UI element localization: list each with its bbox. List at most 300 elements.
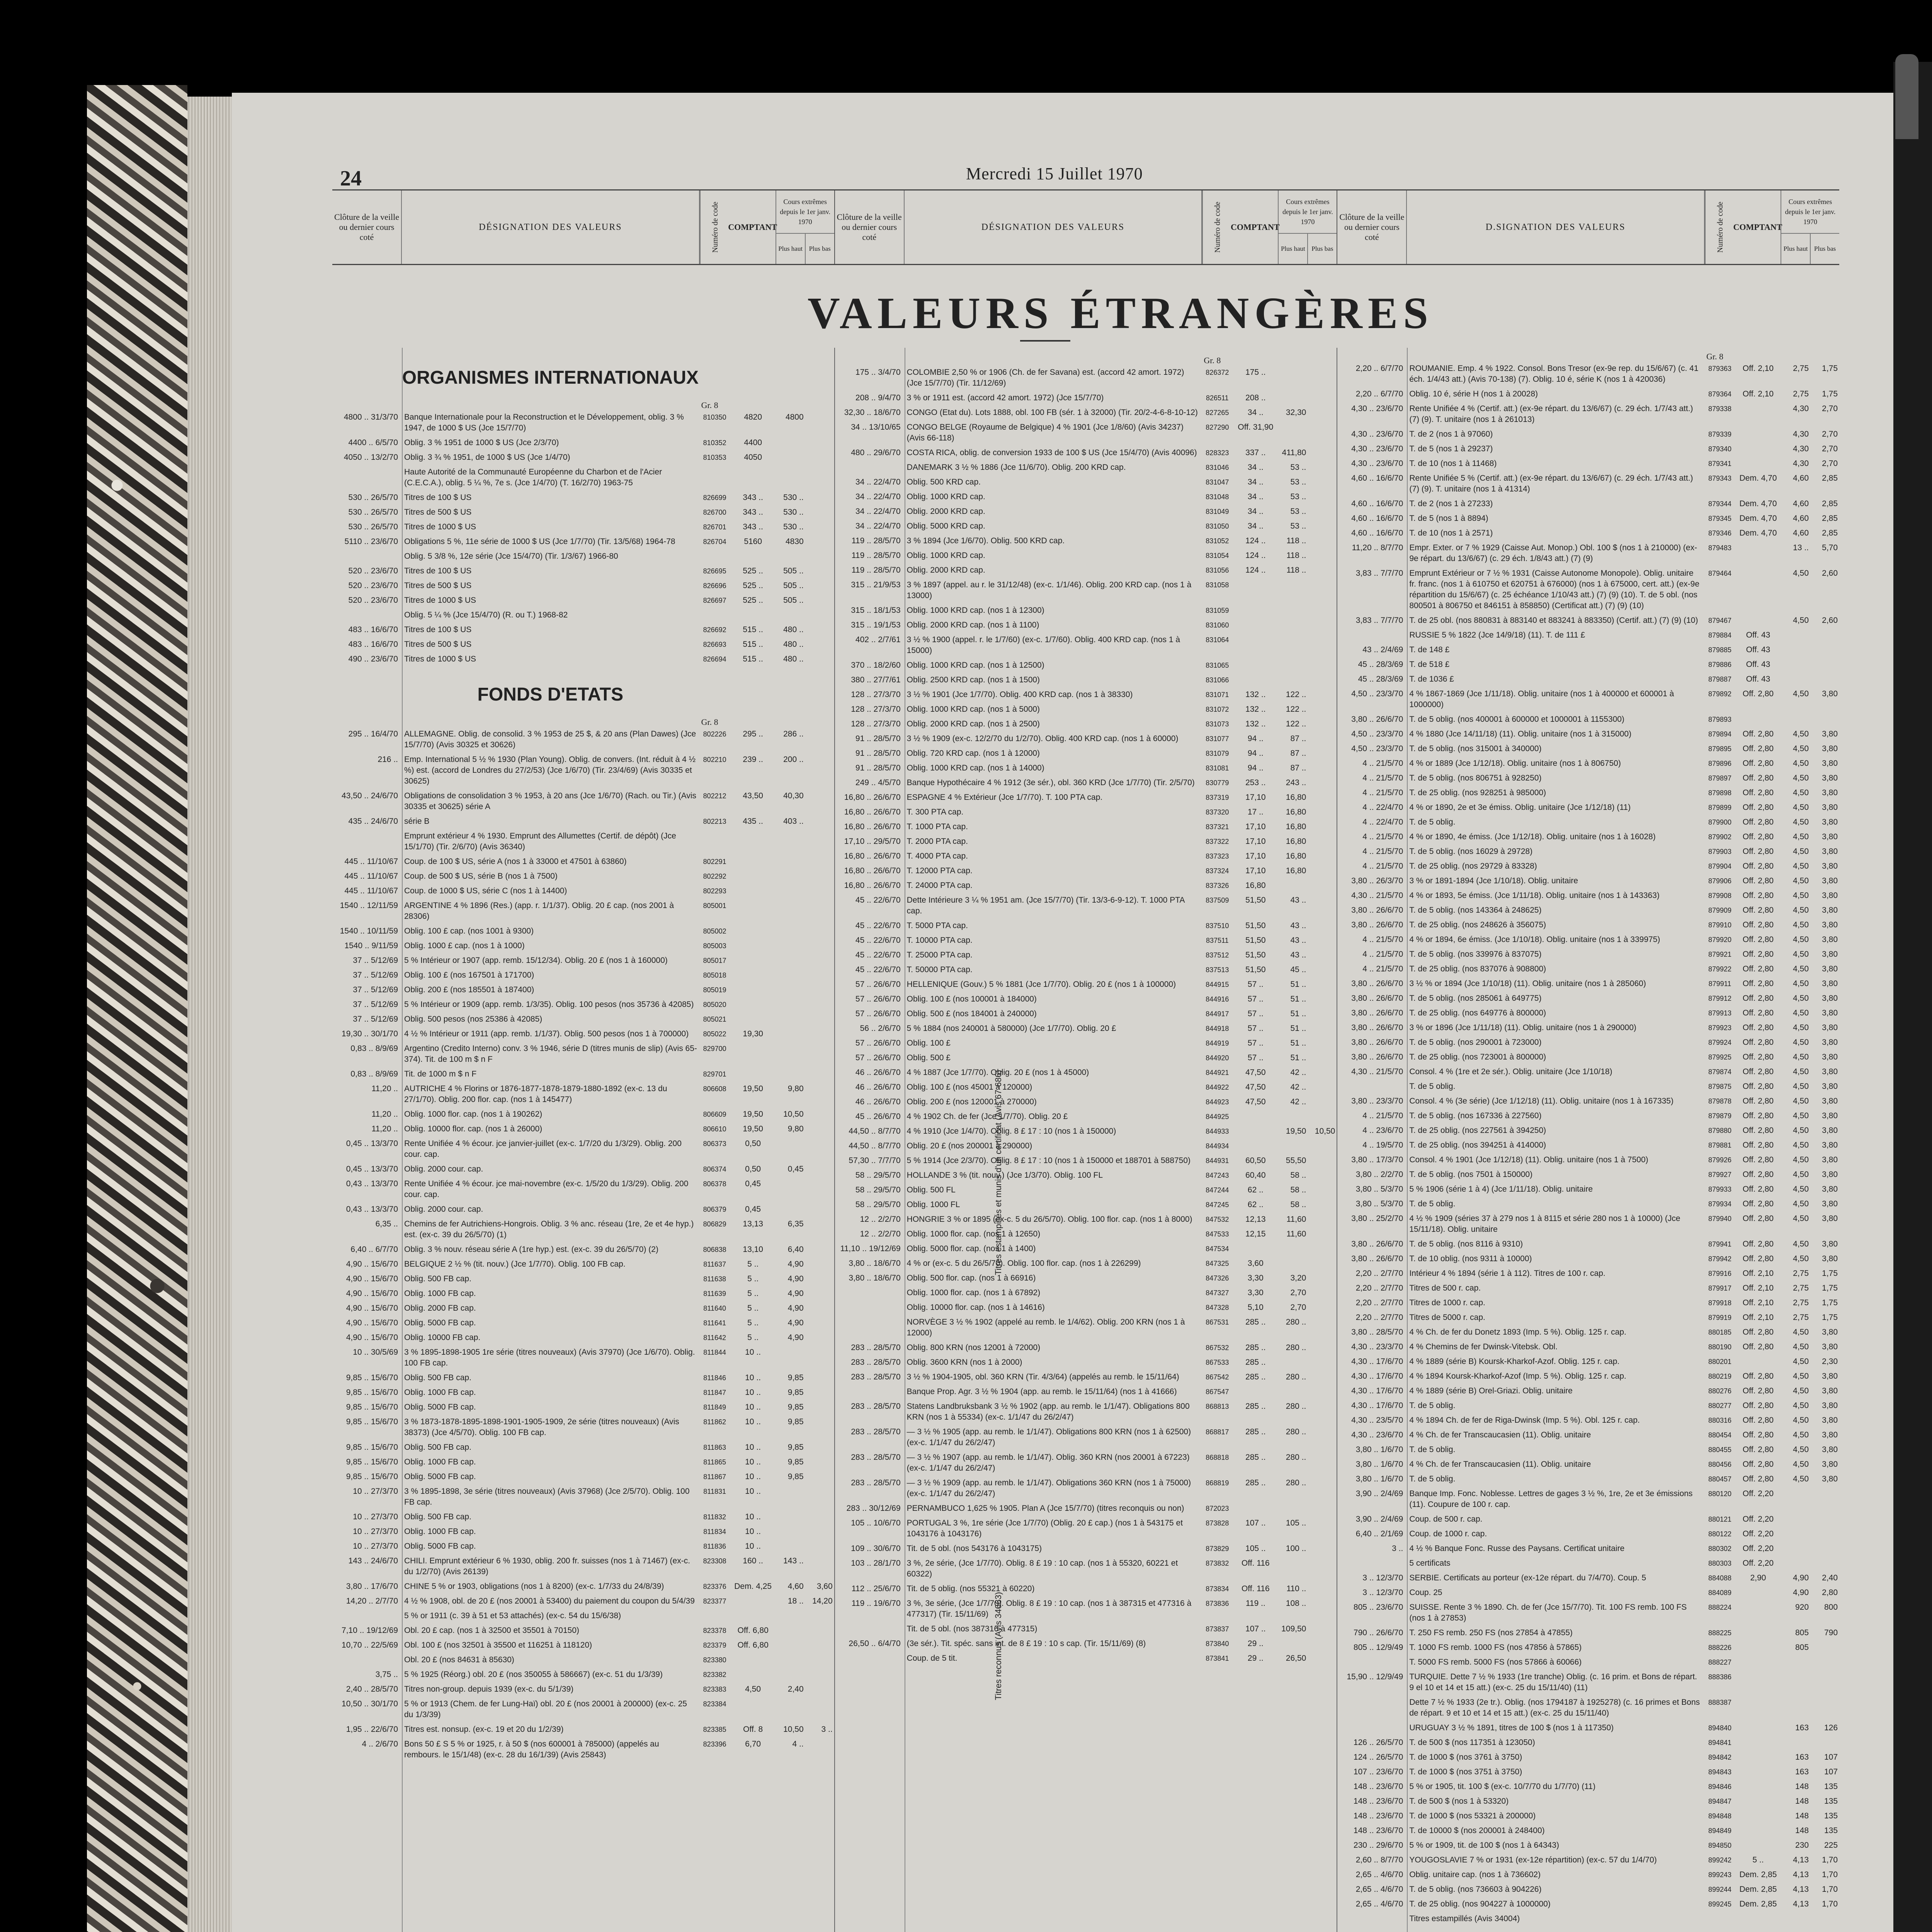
high-price — [1279, 422, 1308, 444]
comptant-price: Off. 2,80 — [1742, 1445, 1774, 1454]
closing-price: 3,80 .. 26/6/70 — [1351, 1009, 1403, 1017]
designation: Oblig. 1000 FB cap. — [404, 1527, 476, 1536]
closing-price: 148 .. 23/6/70 — [1353, 1797, 1403, 1806]
comptant-price: 34 .. — [1247, 492, 1264, 501]
listing-row — [835, 836, 1337, 847]
comptant-price — [1735, 1781, 1781, 1792]
closing-price: 4,50 .. 23/3/70 — [1351, 689, 1403, 698]
comptant-price — [730, 871, 776, 882]
designation: Oblig. 10 é, série H (nos 1 à 20028) — [1409, 389, 1538, 398]
comptant-price — [730, 856, 776, 867]
listing-row — [1337, 1415, 1839, 1426]
main-title: VALEURS ÉTRANGÈRES — [808, 289, 1434, 338]
comptant-price: 515 .. — [743, 640, 763, 649]
comptant-price — [1735, 1587, 1781, 1598]
closing-price — [835, 1317, 905, 1338]
designation: T. de 2 (nos 1 à 27233) — [1409, 499, 1493, 508]
code-number: 879925 — [1708, 1053, 1732, 1061]
low-price: 3,80 — [1822, 1430, 1838, 1439]
listing-row — [1337, 832, 1839, 842]
low-price: 1,75 — [1822, 364, 1838, 373]
closing-price: 483 .. 16/6/70 — [348, 625, 398, 634]
listing-row — [332, 467, 834, 488]
listing-row — [332, 1372, 834, 1383]
high-price: 9,85 — [787, 1373, 804, 1382]
high-price: 4,13 — [1793, 1885, 1809, 1894]
high-price: 4,50 — [1793, 1141, 1809, 1150]
listing-row — [332, 1699, 834, 1720]
code-number: 847243 — [1206, 1172, 1229, 1179]
low-price — [805, 1083, 834, 1105]
designation: Oblig. 2000 cour. cap. — [404, 1205, 483, 1214]
designation: Banque Hypothécaire 4 % 1912 (3e sér.), obl. 360 KRD (Jce 1/7/70) (Tir. 2/5/70) — [906, 778, 1195, 787]
designation: Coup. de 500 $ US, série B (nos 1 à 7500) — [404, 872, 558, 881]
code-number: 811846 — [703, 1374, 726, 1382]
code-number: 823379 — [703, 1641, 726, 1649]
low-price — [1308, 994, 1337, 1005]
designation: T. de 10000 $ (nos 200001 à 248400) — [1409, 1826, 1545, 1835]
header-plus-haut: Plus haut — [1781, 234, 1811, 264]
code-number: 867533 — [1206, 1359, 1229, 1366]
low-price: 3,80 — [1822, 730, 1838, 738]
closing-price: 3 .. 12/3/70 — [1362, 1573, 1403, 1582]
designation: 4 % 1880 (Jce 14/11/18) (11). Oblig. unitaire (nos 1 à 315000) — [1409, 730, 1632, 738]
closing-price: 0,45 .. 13/3/70 — [346, 1139, 398, 1148]
closing-price: 9,85 .. 15/6/70 — [346, 1373, 398, 1382]
code-number: 826699 — [703, 494, 726, 502]
comptant-price: Off. 2,80 — [1742, 1126, 1774, 1135]
closing-price: 4 .. 21/5/70 — [1362, 1111, 1403, 1120]
code-number: 879881 — [1708, 1141, 1732, 1149]
closing-price: 3,80 .. 1/6/70 — [1355, 1445, 1403, 1454]
low-price: 3,80 — [1822, 1372, 1838, 1381]
low-price: 135 — [1824, 1797, 1838, 1806]
high-price: 4,50 — [1793, 1053, 1809, 1061]
code-number: 805022 — [703, 1030, 726, 1038]
low-price — [805, 1684, 834, 1695]
code-number: 823376 — [703, 1583, 726, 1590]
listing-row — [835, 1543, 1337, 1554]
code-number: 811640 — [703, 1304, 726, 1312]
closing-price: 46 .. 26/6/70 — [855, 1083, 901, 1092]
closing-price: 128 .. 27/3/70 — [851, 690, 901, 699]
code-number: 879899 — [1708, 804, 1732, 811]
high-price — [776, 886, 805, 896]
listing-row — [332, 536, 834, 547]
closing-price: 4 .. 21/5/70 — [1362, 935, 1403, 944]
designation: T. de 5 oblig. (nos 16029 à 29728) — [1409, 847, 1533, 856]
designation: Coup. 25 — [1409, 1588, 1442, 1597]
closing-price: 57 .. 26/6/70 — [855, 995, 901, 1003]
listing-row — [332, 816, 834, 827]
closing-price: 4 .. 22/4/70 — [1362, 803, 1403, 812]
low-price — [1308, 1038, 1337, 1049]
comptant-price: 3,30 — [1247, 1288, 1264, 1297]
comptant-price — [1232, 1111, 1279, 1122]
comptant-price: 435 .. — [743, 817, 763, 826]
designation: Chemins de fer Autrichiens-Hongrois. Oblig. 3 % anc. réseau (1re, 2e et 4e hyp.) est. (ex-c. 39 du 26/5/70) (1) — [404, 1219, 694, 1239]
closing-price: 105 .. 10/6/70 — [851, 1519, 901, 1527]
comptant-price: 10 .. — [745, 1472, 761, 1481]
low-price: 3,80 — [1822, 994, 1838, 1003]
header-band-3 — [1337, 190, 1839, 264]
code-number: 879918 — [1708, 1299, 1732, 1307]
closing-price: 16,80 .. 26/6/70 — [844, 852, 901, 861]
closing-price: 91 .. 28/5/70 — [855, 764, 901, 772]
comptant-price: 57 .. — [1247, 980, 1264, 989]
closing-price: 57 .. 26/6/70 — [855, 1053, 901, 1062]
low-price: 3,80 — [1822, 906, 1838, 915]
code-number: 806838 — [703, 1246, 726, 1253]
low-price — [805, 791, 834, 812]
comptant-price: 10 .. — [745, 1403, 761, 1412]
low-price — [805, 1138, 834, 1160]
comptant-price: 515 .. — [743, 625, 763, 634]
high-price: 403 .. — [783, 817, 804, 826]
comptant-price: 285 .. — [1245, 1358, 1266, 1367]
comptant-price: 62 .. — [1247, 1185, 1264, 1194]
closing-price: 2,20 .. 2/7/70 — [1355, 1269, 1403, 1278]
closing-price — [332, 1611, 402, 1621]
code-number: 879902 — [1708, 833, 1732, 841]
high-price: 4,50 — [1793, 862, 1809, 871]
code-number: 831066 — [1206, 676, 1229, 684]
low-price — [1308, 1583, 1337, 1594]
code-number: 880457 — [1708, 1475, 1732, 1483]
high-price — [1279, 1638, 1308, 1649]
high-price: 200 .. — [783, 755, 804, 764]
code-number: 879941 — [1708, 1240, 1732, 1248]
high-price: 480 .. — [783, 640, 804, 649]
code-number: 879885 — [1708, 646, 1732, 654]
group-label: Gr. 8 — [701, 400, 718, 410]
designation: 3 ½ % 1900 (appel. r. le 1/7/60) (ex-c. 1/7/60). Oblig. 400 KRD cap. (nos 1 à 15000) — [906, 635, 1180, 655]
comptant-price: 5 .. — [747, 1274, 759, 1283]
listing-row — [332, 1138, 834, 1160]
closing-price: 445 .. 11/10/67 — [344, 857, 398, 866]
low-price: 3,80 — [1822, 964, 1838, 973]
high-price: 6,35 — [787, 1219, 804, 1228]
closing-price: 790 .. 26/6/70 — [1353, 1628, 1403, 1637]
low-price: 135 — [1824, 1782, 1838, 1791]
listing-row — [835, 1126, 1337, 1137]
comptant-price: Off. 43 — [1746, 660, 1770, 669]
comptant-price: 10 .. — [745, 1388, 761, 1397]
high-price: 411,80 — [1282, 448, 1306, 457]
low-price: 1,70 — [1822, 1885, 1838, 1894]
designation: T. de 518 £ — [1409, 660, 1450, 669]
listing-row — [1337, 802, 1839, 813]
low-price: 3,80 — [1822, 1185, 1838, 1194]
low-price — [1810, 1642, 1839, 1653]
designation: ARGENTINE 4 % 1896 (Res.) (app. r. 1/1/37). Oblig. 20 £ cap. (nos 2001 à 28306) — [404, 901, 674, 921]
closing-price: 2,65 .. 4/6/70 — [1355, 1885, 1403, 1894]
high-price: 45 .. — [1290, 965, 1306, 974]
comptant-price: Off. 2,80 — [1742, 1430, 1774, 1439]
closing-price: 4 .. 23/6/70 — [1362, 1126, 1403, 1135]
listing-row — [835, 1558, 1337, 1580]
designation: 4 % 1887 (Jce 1/7/70). Oblig. 20 £ (nos 1 à 45000) — [906, 1068, 1089, 1077]
designation: 4 % 1889 (série B) Orel-Griazi. Oblig. unitaire — [1409, 1386, 1573, 1395]
code-number: 879934 — [1708, 1200, 1732, 1208]
high-price: 4,50 — [1793, 847, 1809, 856]
low-price — [1308, 393, 1337, 403]
code-number: 879919 — [1708, 1314, 1732, 1321]
code-number: 844920 — [1206, 1054, 1229, 1062]
closing-price: 315 .. 21/9/53 — [851, 580, 901, 589]
code-number: 873828 — [1206, 1519, 1229, 1527]
high-price: 58 .. — [1290, 1200, 1306, 1209]
closing-price: 520 .. 23/6/70 — [348, 596, 398, 605]
listing-row — [332, 1512, 834, 1522]
listing-row — [1337, 1737, 1839, 1748]
designation: ALLEMAGNE. Oblig. de consolid. 3 % 1953 de 25 $, & 20 ans (Plan Dawes) (Jce 15/7/70) (Avis 30325 et 30626) — [404, 730, 696, 749]
closing-price: 58 .. 29/5/70 — [855, 1185, 901, 1194]
low-price: 3,80 — [1822, 832, 1838, 841]
listing-row — [1337, 429, 1839, 440]
low-price — [805, 437, 834, 448]
designation: Tit. de 1000 m $ n F — [404, 1070, 477, 1078]
side-label-reconnus: Titres reconnus (Avis 34663) — [993, 1592, 1003, 1700]
closing-price: 91 .. 28/5/70 — [855, 734, 901, 743]
designation: T. de 25 oblig. (nos 649776 à 800000) — [1409, 1009, 1546, 1017]
listing-row — [835, 1583, 1337, 1594]
closing-price — [1337, 1697, 1407, 1719]
designation: T. 250 FS remb. 250 FS (nos 27854 à 47855) — [1409, 1628, 1573, 1637]
code-number: 879483 — [1708, 544, 1732, 552]
comptant-price: 57 .. — [1247, 995, 1264, 1003]
header-comptant: COMPTANT — [1735, 190, 1781, 264]
code-number: 826700 — [703, 509, 726, 516]
closing-price: 3,80 .. 1/6/70 — [1355, 1475, 1403, 1483]
closing-price: 3,80 .. 26/3/70 — [1351, 876, 1403, 885]
high-price — [776, 1512, 805, 1522]
closing-price: 4,30 .. 23/6/70 — [1351, 459, 1403, 468]
designation: Oblig. 100 £ cap. (nos 1001 à 9300) — [404, 927, 534, 935]
low-price — [805, 1109, 834, 1120]
low-price — [1308, 964, 1337, 975]
header-plus-bas: Plus bas — [809, 245, 831, 252]
code-number: 806609 — [703, 1111, 726, 1118]
listing-row — [835, 1386, 1337, 1397]
designation: T. de 10 (nos 1 à 11468) — [1409, 459, 1497, 468]
designation: Rente Unifiée 4 % écour. jce janvier-juillet (ex-c. 1/7/20 du 1/3/29). Oblig. 200 cour. cap. — [404, 1139, 682, 1159]
closing-price: 0,43 .. 13/3/70 — [346, 1179, 398, 1188]
high-price: 4,50 — [1793, 1401, 1809, 1410]
high-price — [1279, 880, 1308, 891]
comptant-price: Off. 2,10 — [1742, 1284, 1774, 1293]
low-price: 1,70 — [1822, 1900, 1838, 1908]
listing-row — [835, 935, 1337, 946]
closing-price: 4,60 .. 16/6/70 — [1351, 514, 1403, 523]
high-price: 505 .. — [783, 596, 804, 605]
code-number: 879343 — [1708, 474, 1732, 482]
low-price — [805, 985, 834, 995]
comptant-price: 285 .. — [1245, 1343, 1266, 1352]
designation: T. de 1000 $ (nos 3751 à 3750) — [1409, 1767, 1522, 1776]
header-plus-bas: Plus bas — [1311, 245, 1333, 252]
code-number: 880455 — [1708, 1446, 1732, 1454]
closing-price: 3,80 .. 18/6/70 — [849, 1259, 901, 1268]
high-price: 4,50 — [1793, 616, 1809, 625]
listing-row — [1337, 934, 1839, 945]
listing-row — [835, 634, 1337, 656]
designation: Obligations 5 %, 11e série de 1000 $ US (Jce 1/7/70) (Tir. 13/5/68) 1964-78 — [404, 537, 675, 546]
high-price: 2,70 — [1290, 1303, 1306, 1312]
code-number: 826694 — [703, 655, 726, 663]
code-number: 823385 — [703, 1726, 726, 1733]
closing-price: 45 .. 28/3/69 — [1358, 675, 1403, 684]
high-price — [1781, 674, 1810, 685]
designation: Oblig. 2000 KRD cap. — [906, 566, 985, 575]
listing-row — [835, 689, 1337, 700]
header-code: Numéro de code — [700, 190, 730, 264]
column-headers — [332, 189, 1839, 265]
listing-row — [332, 1288, 834, 1299]
code-number: 879363 — [1708, 365, 1732, 372]
closing-price: 34 .. 13/10/65 — [851, 423, 901, 432]
designation: 3 %, 3e série, (Jce 1/7/70). Oblig. 8 £ 19 : 10 cap. (nos 1 à 387315 et 477316 à 477317) (Tir. 15/11/69) — [906, 1599, 1192, 1619]
low-price — [1308, 675, 1337, 685]
listing-row — [1337, 1213, 1839, 1235]
listing-row — [1337, 1356, 1839, 1367]
high-price: 16,80 — [1286, 822, 1306, 831]
low-price — [1308, 492, 1337, 502]
low-price — [1308, 979, 1337, 990]
closing-price: 315 .. 19/1/53 — [851, 621, 901, 629]
low-price: 3,80 — [1822, 1445, 1838, 1454]
comptant-price: Off. 2,80 — [1742, 847, 1774, 856]
code-number: 844921 — [1206, 1069, 1229, 1077]
closing-price: 3,80 .. 26/6/70 — [1351, 1240, 1403, 1248]
low-price — [805, 1014, 834, 1025]
closing-price: 3 .. — [1392, 1544, 1403, 1553]
high-price: 4,50 — [1793, 1475, 1809, 1483]
high-price: 51 .. — [1290, 980, 1306, 989]
comptant-price: 285 .. — [1245, 1478, 1266, 1487]
closing-price: 16,80 .. 26/6/70 — [844, 793, 901, 802]
listing-row — [332, 1332, 834, 1343]
code-number: 879884 — [1708, 631, 1732, 639]
listing-row — [835, 733, 1337, 744]
code-number: 802213 — [703, 818, 726, 825]
high-price: 122 .. — [1286, 690, 1306, 699]
low-price: 3,80 — [1822, 1416, 1838, 1425]
listing-row — [332, 1611, 834, 1621]
high-price: 4,50 — [1793, 979, 1809, 988]
code-number: 831071 — [1206, 691, 1229, 699]
comptant-price: 10 .. — [745, 1527, 761, 1536]
high-price: 110 .. — [1286, 1584, 1306, 1593]
high-price: 4,90 — [787, 1333, 804, 1342]
code-number: 826692 — [703, 626, 726, 634]
high-price: 4,50 — [1793, 774, 1809, 782]
code-number: 837509 — [1206, 896, 1229, 904]
listing-row — [332, 1739, 834, 1760]
listing-row — [1337, 1884, 1839, 1895]
code-number: 837319 — [1206, 794, 1229, 801]
closing-price: 445 .. 11/10/67 — [344, 872, 398, 881]
comptant-price: Dem. 4,70 — [1739, 474, 1777, 483]
listing-row — [1337, 1723, 1839, 1733]
closing-price: 4,90 .. 15/6/70 — [346, 1333, 398, 1342]
listing-row — [1337, 1899, 1839, 1910]
high-price: 505 .. — [783, 566, 804, 575]
listing-row — [1337, 543, 1839, 564]
designation: Rente Unifiée 4 % (Certif. att.) (ex-9e répart. du 13/6/67) (c. 29 éch. 1/7/43 att.) (7) (9). T. unitaire (nos 1 à 261013) — [1409, 404, 1693, 424]
low-price — [1810, 1543, 1839, 1554]
code-number: 899243 — [1708, 1871, 1732, 1879]
closing-price: 37 .. 5/12/69 — [353, 1015, 398, 1024]
facing-page-corner — [1895, 54, 1918, 139]
low-price: 3,80 — [1822, 1111, 1838, 1120]
comptant-price — [1735, 458, 1781, 469]
high-price — [1781, 659, 1810, 670]
closing-price: 4,90 .. 15/6/70 — [346, 1318, 398, 1327]
low-price — [805, 610, 834, 621]
low-price — [805, 507, 834, 518]
listing-row — [1337, 1312, 1839, 1323]
designation: HELLENIQUE (Gouv.) 5 % 1881 (Jce 1/7/70). Oblig. 20 £ (nos 1 à 100000) — [906, 980, 1176, 989]
listing-row — [332, 1029, 834, 1039]
code-number: 879464 — [1708, 570, 1732, 577]
designation: BELGIQUE 2 ½ % (tit. nouv.) (Jce 1/7/70). Oblig. 100 FB cap. — [404, 1260, 626, 1269]
listing-row — [835, 550, 1337, 561]
designation: ESPAGNE 4 % Extérieur (Jce 1/7/70). T. 100 PTA cap. — [906, 793, 1103, 802]
listing-row — [835, 1229, 1337, 1240]
code-number: 880121 — [1708, 1515, 1732, 1523]
high-price: 9,85 — [787, 1458, 804, 1466]
code-number: 811836 — [703, 1543, 726, 1550]
low-price — [805, 1303, 834, 1314]
designation: Banque Imp. Fonc. Noblesse. Lettres de gages 3 ½ %, 1re, 2e et 3e émissions (11). Coupure de 100 r. cap. — [1409, 1489, 1693, 1509]
listing-row — [835, 704, 1337, 715]
listing-row — [1337, 1052, 1839, 1063]
code-number: 873829 — [1206, 1545, 1229, 1553]
designation: 4 ½ % 1909 (séries 37 à 279 nos 1 à 8115 et série 280 nos 1 à 10000) (Jce 15/11/18). Oblig. unitaire — [1409, 1214, 1680, 1234]
listing-row — [1337, 498, 1839, 509]
listing-row — [1337, 1840, 1839, 1851]
listing-row — [1337, 473, 1839, 495]
high-price: 4,50 — [1793, 1155, 1809, 1164]
comptant-price: 337 .. — [1245, 448, 1266, 457]
listing-row — [332, 900, 834, 922]
closing-price: 4,30 .. 17/6/70 — [1351, 1401, 1403, 1410]
comptant-price: 343 .. — [743, 493, 763, 502]
designation: Oblig. 3 ¾ % 1951, de 1000 $ US (Jce 1/4/70) — [404, 453, 570, 462]
comptant-price: Dem. 4,25 — [734, 1582, 772, 1591]
designation: Tit. de 5 obl. (nos 543176 à 1043175) — [906, 1544, 1042, 1553]
closing-price: 4050 .. 13/2/70 — [344, 453, 398, 462]
code-number: 879896 — [1708, 760, 1732, 767]
code-number: 827265 — [1206, 409, 1229, 417]
listing-row — [835, 660, 1337, 671]
high-price — [1781, 1514, 1810, 1525]
high-price: 11,60 — [1286, 1215, 1306, 1224]
code-number: 880219 — [1708, 1372, 1732, 1380]
closing-price: 91 .. 28/5/70 — [855, 749, 901, 758]
closing-price: 103 .. 28/1/70 — [851, 1559, 901, 1568]
comptant-price: Off. 2,10 — [1742, 364, 1774, 373]
high-price — [776, 1347, 805, 1369]
listing-row — [332, 1417, 834, 1438]
low-price: 3 .. — [821, 1725, 833, 1734]
listing-row — [332, 437, 834, 448]
closing-price: 3,83 .. 7/7/70 — [1355, 616, 1403, 625]
comptant-price: 124 .. — [1245, 566, 1266, 575]
low-price: 135 — [1824, 1811, 1838, 1820]
high-price: 4,60 — [1793, 499, 1809, 508]
